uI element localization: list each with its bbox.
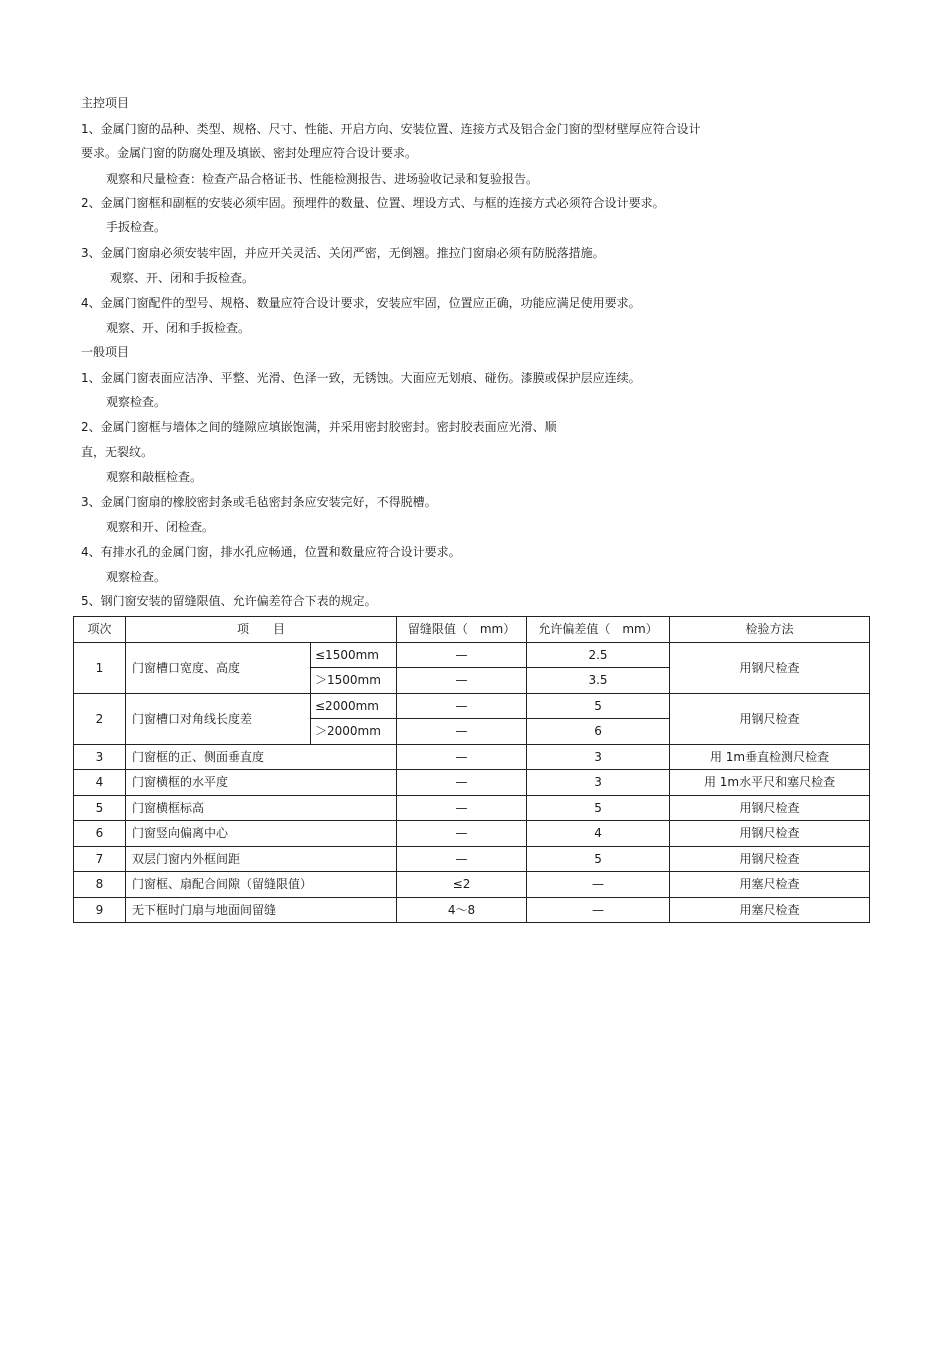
header-item: 项 目 (126, 617, 397, 643)
general-item-2-line-2: 直，无裂纹。 (81, 445, 154, 459)
row-no: 3 (74, 744, 126, 770)
row-gap: 4～8 (397, 897, 527, 923)
row-item: 门窗竖向偏离中心 (126, 821, 397, 847)
main-item-1-line-1: 1、金属门窗的品种、类型、规格、尺寸、性能、开启方向、安装位置、连接方式及铝合金门窗的型材壁厚应符合设计 (81, 122, 701, 136)
row-deviation: 3.5 (527, 668, 670, 694)
row-gap: — (397, 693, 527, 719)
row-gap: — (397, 642, 527, 668)
row-gap: — (397, 795, 527, 821)
header-inspection-method: 检验方法 (670, 617, 870, 643)
row-item: 门窗框的正、侧面垂直度 (126, 744, 397, 770)
row-gap: — (397, 821, 527, 847)
main-item-4-check: 观察、开、闭和手扳检查。 (106, 321, 251, 335)
row-no: 5 (74, 795, 126, 821)
header-allowed-deviation: 允许偏差值（ mm） (527, 617, 670, 643)
row-method: 用钢尺检查 (670, 795, 870, 821)
row-no: 9 (74, 897, 126, 923)
general-item-3-check: 观察和开、闭检查。 (106, 520, 215, 534)
row-deviation: — (527, 872, 670, 898)
row-deviation: 2.5 (527, 642, 670, 668)
row-gap: — (397, 719, 527, 745)
row-gap: — (397, 668, 527, 694)
row-gap: — (397, 744, 527, 770)
general-item-3-line-1: 3、金属门窗扇的橡胶密封条或毛毡密封条应安装完好，不得脱槽。 (81, 495, 437, 509)
row-deviation: 6 (527, 719, 670, 745)
row-item: 门窗横框的水平度 (126, 770, 397, 796)
general-item-4-line-1: 4、有排水孔的金属门窗，排水孔应畅通，位置和数量应符合设计要求。 (81, 545, 461, 559)
row-method: 用钢尺检查 (670, 846, 870, 872)
row-method: 用钢尺检查 (670, 642, 870, 693)
row-no: 6 (74, 821, 126, 847)
general-item-2-line-1: 2、金属门窗框与墙体之间的缝隙应填嵌饱满，并采用密封胶密封。密封胶表面应光滑、顺 (81, 420, 557, 434)
main-item-1-line-2: 要求。金属门窗的防腐处理及填嵌、密封处理应符合设计要求。 (81, 146, 418, 160)
row-gap: — (397, 770, 527, 796)
row-method: 用塞尺检查 (670, 897, 870, 923)
row-deviation: 5 (527, 795, 670, 821)
row-item: 双层门窗内外框间距 (126, 846, 397, 872)
main-item-4-line-1: 4、金属门窗配件的型号、规格、数量应符合设计要求，安装应牢固，位置应正确，功能应满足使用要求。 (81, 296, 641, 310)
table-header-row (74, 617, 870, 643)
row-no: 8 (74, 872, 126, 898)
row-gap: ≤2 (397, 872, 527, 898)
main-item-3-line-1: 3、金属门窗扇必须安装牢固，并应开关灵活、关闭严密，无倒翘。推拉门窗扇必须有防脱落措施。 (81, 246, 605, 260)
tolerance-table (73, 616, 870, 923)
general-item-5-line-1: 5、钢门窗安装的留缝限值、允许偏差符合下表的规定。 (81, 594, 377, 608)
table-row (74, 770, 870, 796)
row-no: 2 (74, 693, 126, 744)
row-condition: ≤2000mm (311, 693, 397, 719)
row-method: 用 1m垂直检测尺检查 (670, 744, 870, 770)
row-condition: ＞1500mm (311, 668, 397, 694)
general-item-1-line-1: 1、金属门窗表面应洁净、平整、光滑、色泽一致，无锈蚀。大面应无划痕、碰伤。漆膜或保护层应连续。 (81, 371, 641, 385)
row-item: 无下框时门扇与地面间留缝 (126, 897, 397, 923)
row-deviation: 3 (527, 770, 670, 796)
main-item-2-check: 手扳检查。 (106, 220, 167, 234)
row-condition: ＞2000mm (311, 719, 397, 745)
general-item-2-check: 观察和敲框检查。 (106, 470, 203, 484)
row-method: 用 1m水平尺和塞尺检查 (670, 770, 870, 796)
row-item: 门窗槽口对角线长度差 (126, 693, 311, 744)
row-gap: — (397, 846, 527, 872)
table-row (74, 846, 870, 872)
table-row (74, 897, 870, 923)
section-heading-main: 主控项目 (81, 96, 130, 110)
row-deviation: — (527, 897, 670, 923)
table-row (74, 744, 870, 770)
main-item-2-line-1: 2、金属门窗框和副框的安装必须牢固。预埋件的数量、位置、埋设方式、与框的连接方式必须符合设计要求。 (81, 196, 665, 210)
header-item-no: 项次 (74, 617, 126, 643)
general-item-1-check: 观察检查。 (106, 395, 167, 409)
main-item-1-check: 观察和尺量检查：检查产品合格证书、性能检测报告、进场验收记录和复验报告。 (106, 172, 539, 186)
row-deviation: 5 (527, 693, 670, 719)
row-condition: ≤1500mm (311, 642, 397, 668)
main-item-3-check: 观察、开、闭和手扳检查。 (110, 271, 255, 285)
table-row (74, 693, 870, 719)
row-no: 7 (74, 846, 126, 872)
table-row (74, 872, 870, 898)
row-method: 用钢尺检查 (670, 821, 870, 847)
row-deviation: 3 (527, 744, 670, 770)
row-no: 1 (74, 642, 126, 693)
row-deviation: 4 (527, 821, 670, 847)
section-heading-general: 一般项目 (81, 345, 130, 359)
row-item: 门窗框、扇配合间隙（留缝限值） (126, 872, 397, 898)
row-method: 用塞尺检查 (670, 872, 870, 898)
row-item: 门窗横框标高 (126, 795, 397, 821)
table-row (74, 642, 870, 668)
table-row (74, 795, 870, 821)
general-item-4-check: 观察检查。 (106, 570, 167, 584)
row-deviation: 5 (527, 846, 670, 872)
header-gap-limit: 留缝限值（ mm） (397, 617, 527, 643)
row-item: 门窗槽口宽度、高度 (126, 642, 311, 693)
row-no: 4 (74, 770, 126, 796)
table-row (74, 821, 870, 847)
row-method: 用钢尺检查 (670, 693, 870, 744)
